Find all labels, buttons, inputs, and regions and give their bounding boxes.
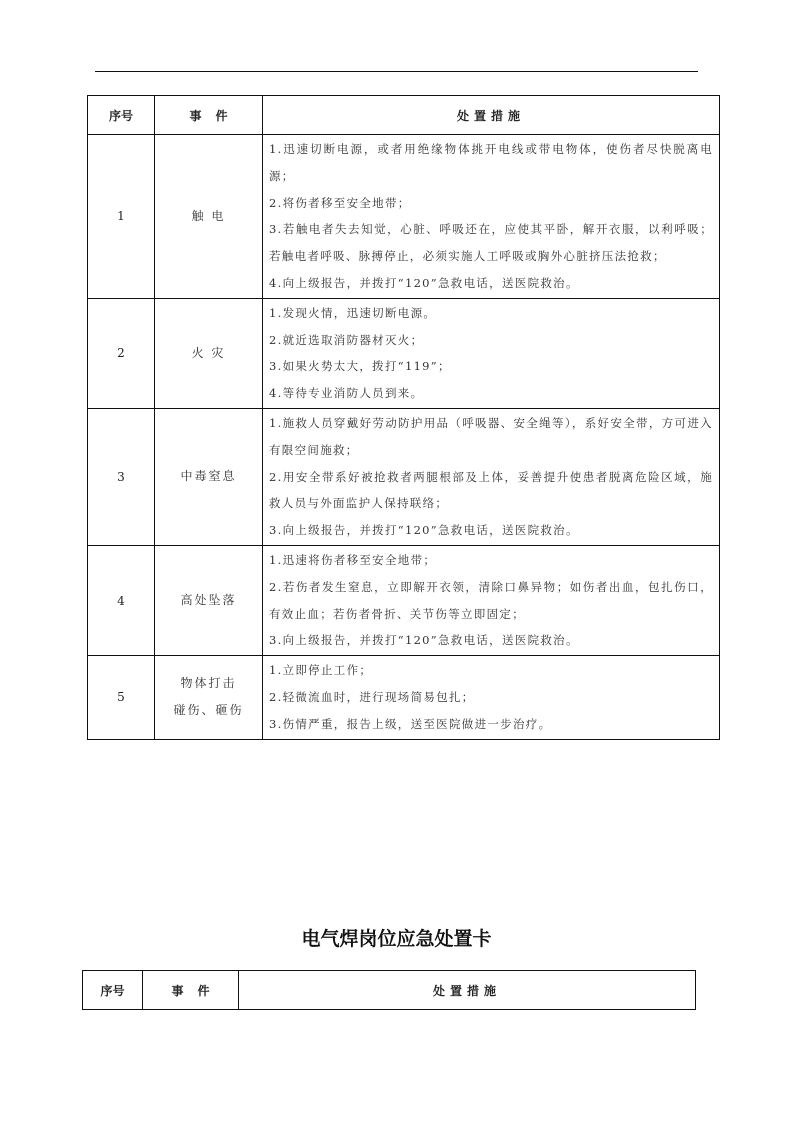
row-index: 2 bbox=[88, 298, 155, 408]
measure-item: 2.将伤者移至安全地带； bbox=[269, 195, 411, 210]
table-header-row bbox=[83, 971, 696, 1010]
event-line: 中毒窒息 bbox=[180, 469, 237, 484]
measure-item: 1.迅速切断电源，或者用绝缘物体挑开电线或带电物体，使伤者尽快脱离电源； bbox=[269, 142, 713, 183]
event-line: 高处坠落 bbox=[180, 593, 237, 608]
table-row bbox=[88, 656, 720, 739]
section-title: 电气焊岗位应急处置卡 bbox=[301, 928, 492, 950]
row-measures bbox=[263, 298, 720, 408]
table-row bbox=[88, 298, 720, 408]
table-row bbox=[88, 135, 720, 299]
measure-item: 2.轻微流血时，进行现场简易包扎； bbox=[269, 689, 475, 704]
emergency-table-2 bbox=[82, 970, 696, 1010]
header-event: 事件 bbox=[155, 96, 263, 135]
row-measures bbox=[263, 408, 720, 545]
row-index: 4 bbox=[88, 545, 155, 655]
measure-item: 4.向上级报告，并拨打“120”急救电话，送医院救治。 bbox=[269, 275, 579, 290]
row-event bbox=[155, 135, 263, 299]
measure-item: 3.向上级报告，并拨打“120”急救电话，送医院救治。 bbox=[269, 633, 579, 648]
row-event bbox=[155, 408, 263, 545]
event-line: 物体打击 bbox=[180, 676, 237, 691]
measure-item: 1.立即停止工作； bbox=[269, 663, 373, 678]
measure-item: 3.若触电者失去知觉，心脏、呼吸还在，应使其平卧，解开衣服，以利呼吸；若触电者呼吸、脉搏停止，必须实施人工呼吸或胸外心脏挤压法抢救； bbox=[269, 222, 713, 264]
header-measures: 处置措施 bbox=[239, 971, 696, 1010]
table-header-row bbox=[88, 96, 720, 135]
row-measures bbox=[263, 545, 720, 655]
event-line: 碰伤、砸伤 bbox=[173, 703, 244, 718]
header-rule bbox=[95, 71, 698, 72]
row-measures bbox=[263, 656, 720, 739]
measure-item: 2.就近选取消防器材灭火； bbox=[269, 332, 424, 347]
row-index: 1 bbox=[88, 135, 155, 299]
measure-item: 2.若伤者发生窒息，立即解开衣领，清除口鼻异物；如伤者出血，包扎伤口，有效止血；若伤者骨折、关节伤等立即固定； bbox=[269, 579, 713, 621]
row-event bbox=[155, 298, 263, 408]
row-index: 5 bbox=[88, 656, 155, 739]
emergency-table-1 bbox=[87, 95, 720, 740]
measure-item: 2.用安全带系好被抢救者两腿根部及上体，妥善提升使患者脱离危险区域，施救人员与外面监护人保持联络； bbox=[269, 469, 713, 511]
measure-item: 1.施救人员穿戴好劳动防护用品（呼吸器、安全绳等），系好安全带，方可进入有限空间施救； bbox=[269, 415, 713, 457]
row-event bbox=[155, 656, 263, 739]
header-measures: 处置措施 bbox=[263, 96, 720, 135]
event-line: 触 电 bbox=[191, 208, 226, 223]
header-index: 序号 bbox=[88, 96, 155, 135]
row-index: 3 bbox=[88, 408, 155, 545]
row-measures bbox=[263, 135, 720, 299]
header-index: 序号 bbox=[83, 971, 143, 1010]
table-row bbox=[88, 545, 720, 655]
row-event bbox=[155, 545, 263, 655]
measure-item: 4.等待专业消防人员到来。 bbox=[269, 386, 424, 401]
measure-item: 1.迅速将伤者移至安全地带； bbox=[269, 552, 437, 567]
event-line: 火 灾 bbox=[191, 345, 226, 360]
measure-item: 1.发现火情，迅速切断电源。 bbox=[269, 305, 437, 320]
measure-item: 3.如果火势太大，拨打“119”； bbox=[269, 359, 451, 374]
measure-item: 3.伤情严重，报告上级，送至医院做进一步治疗。 bbox=[269, 716, 552, 731]
measure-item: 3.向上级报告，并拨打“120”急救电话，送医院救治。 bbox=[269, 523, 579, 538]
table-row bbox=[88, 408, 720, 545]
header-event: 事件 bbox=[143, 971, 239, 1010]
